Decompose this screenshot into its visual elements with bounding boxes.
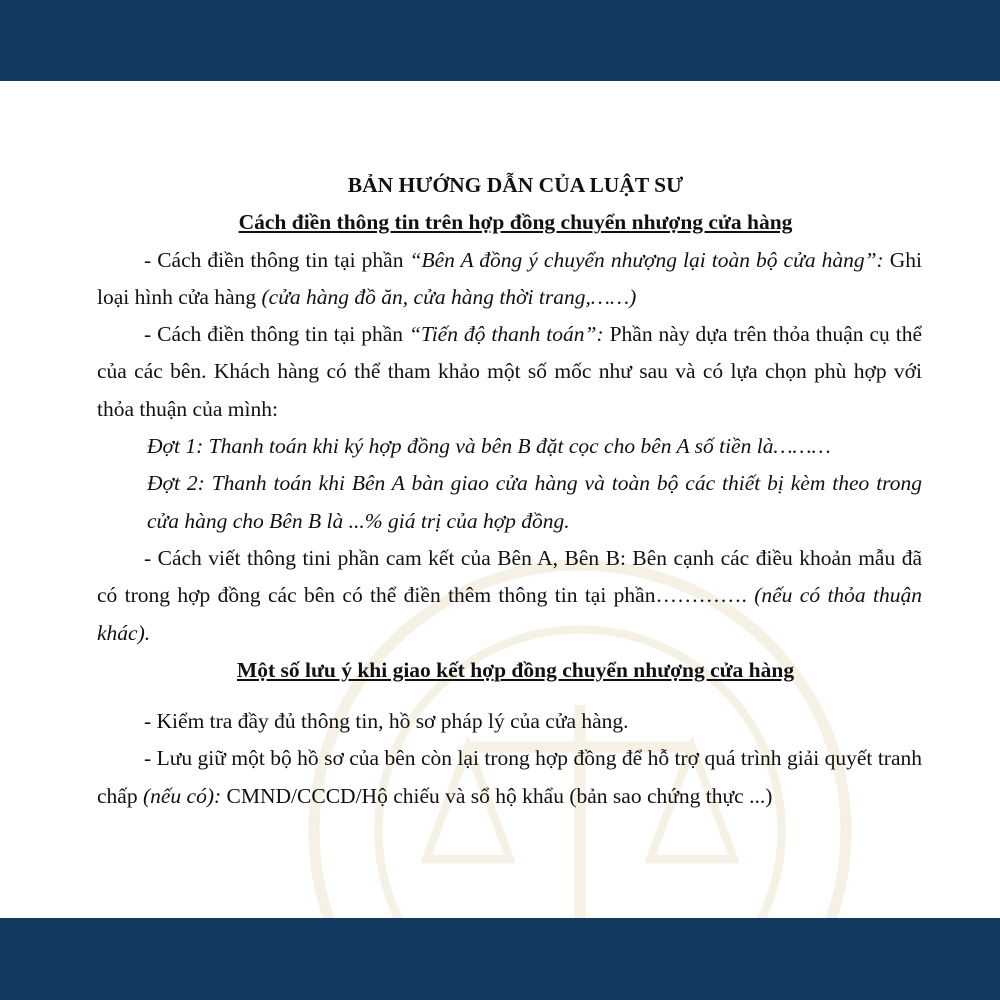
installment-1: Đợt 1: Thanh toán khi ký hợp đồng và bên B đặt cọc cho bên A số tiền là……… <box>147 434 831 459</box>
note-keep-records: - Lưu giữ một bộ hồ sơ của bên còn lại trong hợp đồng để hỗ trợ quá trình giải quyết tranh chấp (nếu có): CMND/CCCD/Hộ chiếu và sổ hộ khẩu (bản sao chứng thực ...) <box>97 746 922 808</box>
installment-2: Đợt 2: Thanh toán khi Bên A bàn giao cửa hàng và toàn bộ các thiết bị kèm theo trong cửa hàng cho Bên B là ...% giá trị của hợp đồng. <box>147 471 922 533</box>
paragraph-payment-schedule: - Cách điền thông tin tại phần “Tiến độ thanh toán”: Phần này dựa trên thỏa thuận cụ thể của các bên. Khách hàng có thể tham khảo một số mốc như sau và có lựa chọn phù hợp với thỏa thuận của mình: <box>97 322 922 421</box>
top-banner <box>0 0 1000 81</box>
document-title: BẢN HƯỚNG DẪN CỦA LUẬT SƯ <box>347 173 684 197</box>
section-heading-filling-guide: Cách điền thông tin trên hợp đồng chuyển nhượng cửa hàng <box>238 210 793 235</box>
paragraph-commitments: - Cách viết thông tini phần cam kết của Bên A, Bên B: Bên cạnh các điều khoản mẫu đã có trong hợp đồng các bên có thể điền thêm thông tin tại phần…………. (nếu có thỏa thuận khác). <box>97 545 923 645</box>
paragraph-seller-consent: - Cách điền thông tin tại phần “Bên A đồng ý chuyển nhượng lại toàn bộ cửa hàng”: Ghi loại hình cửa hàng (cửa hàng đồ ăn, cửa hàng thời trang,……) <box>97 247 923 309</box>
document-page <box>0 81 1000 918</box>
section-heading-notes: Một số lưu ý khi giao kết hợp đồng chuyển nhượng cửa hàng <box>236 657 795 682</box>
bottom-banner <box>0 918 1000 1000</box>
document-body <box>97 167 922 815</box>
note-check-documents: - Kiểm tra đầy đủ thông tin, hồ sơ pháp lý của cửa hàng. <box>144 709 629 734</box>
